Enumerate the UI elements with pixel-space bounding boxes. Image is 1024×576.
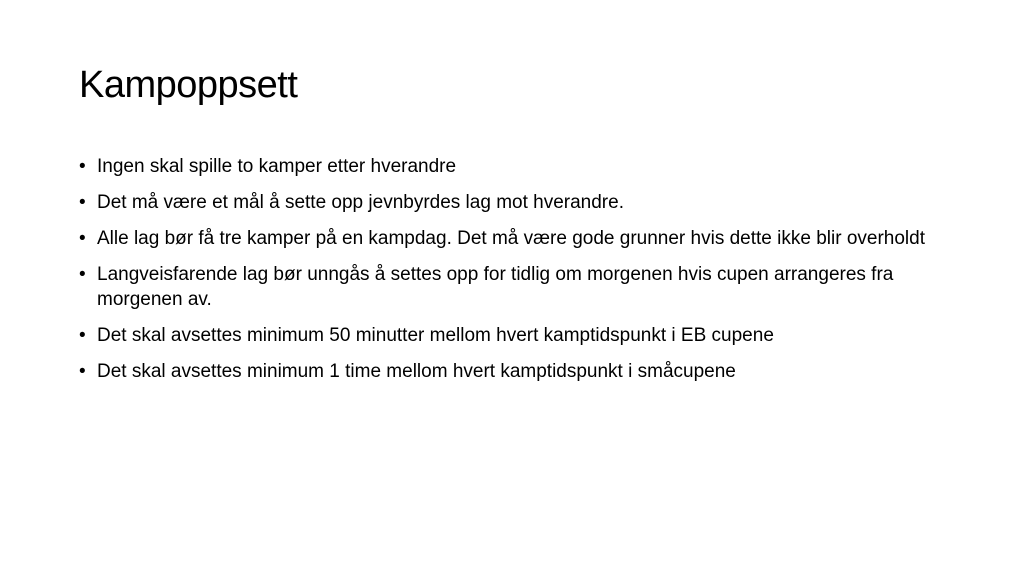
bullet-icon: • <box>79 192 86 213</box>
bullet-icon: • <box>79 264 86 285</box>
bullet-list <box>77 154 957 395</box>
bullet-icon: • <box>79 156 86 177</box>
bullet-text: Det må være et mål å sette opp jevnbyrdes lag mot hverandre. <box>97 192 624 213</box>
bullet-item <box>77 154 957 179</box>
bullet-text: Det skal avsettes minimum 50 minutter mellom hvert kamptidspunkt i EB cupene <box>97 325 774 346</box>
bullet-item <box>77 323 957 348</box>
bullet-text: Alle lag bør få tre kamper på en kampdag. Det må være gode grunner hvis dette ikke blir overholdt <box>97 228 925 249</box>
bullet-item <box>77 226 957 251</box>
bullet-text: Langveisfarende lag bør unngås å settes opp for tidlig om morgenen hvis cupen arrangeres fra morgenen av. <box>97 264 894 310</box>
bullet-icon: • <box>79 325 86 346</box>
bullet-item <box>77 190 957 215</box>
bullet-item <box>77 359 957 384</box>
bullet-icon: • <box>79 228 86 249</box>
bullet-text: Ingen skal spille to kamper etter hverandre <box>97 156 457 177</box>
slide-title: Kampoppsett <box>79 64 298 106</box>
bullet-icon: • <box>79 361 86 382</box>
bullet-item <box>77 262 957 312</box>
bullet-text: Det skal avsettes minimum 1 time mellom hvert kamptidspunkt i småcupene <box>97 361 736 382</box>
